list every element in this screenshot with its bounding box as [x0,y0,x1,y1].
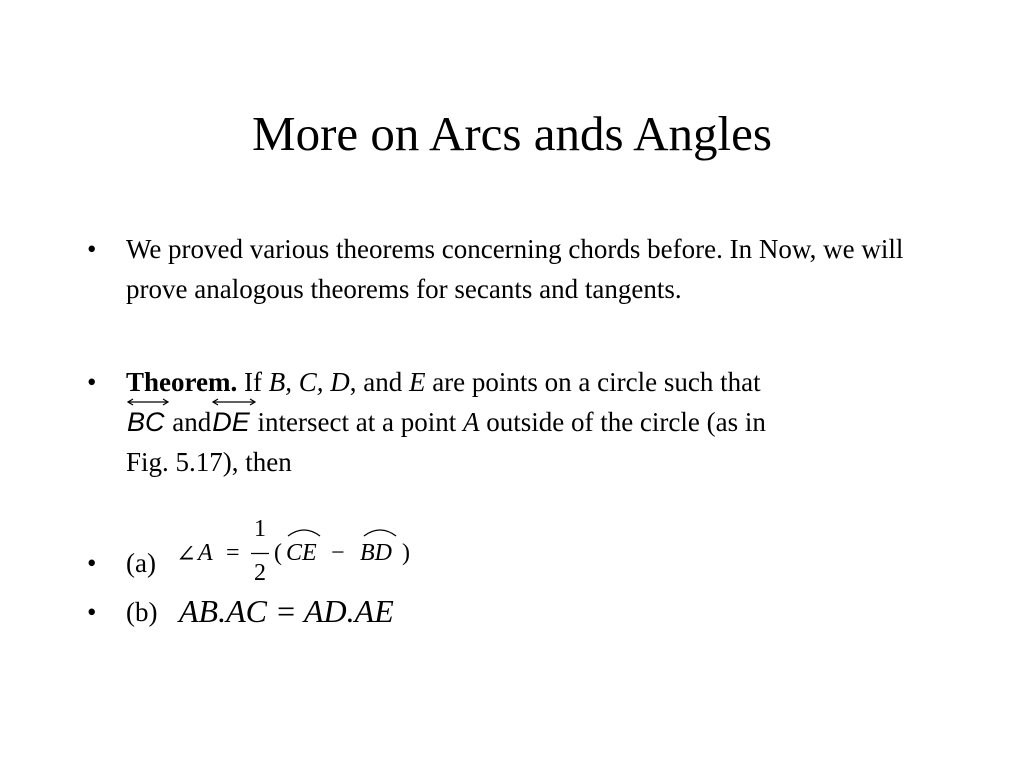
fraction-denominator: 2 [254,560,266,586]
angle-symbol: ∠ [176,542,197,568]
theorem-and: and [172,407,212,437]
formula-angle-a [176,514,436,594]
line-bc-symbol [126,402,166,442]
line-bc-label: BC [127,407,165,437]
theorem-points: B, C, D [268,367,350,397]
arc-bd-label: BD [360,540,392,566]
theorem-text: outside of the circle (as in [479,407,766,437]
theorem-text: , and [349,367,409,397]
fraction-bar [251,552,269,555]
formula-power-of-point: AB.AC = AD.AE [179,593,394,629]
part-a-label: (a) [126,548,156,578]
part-b-label: (b) [126,597,158,627]
theorem-text: If [237,367,269,397]
bullet-marker: • [87,367,97,397]
bullet-marker: • [87,597,97,627]
fraction-numerator: 1 [254,516,266,542]
double-arrow-icon [211,398,257,406]
double-arrow-icon [126,398,170,406]
bullet-marker: • [87,234,97,264]
formula-paren: ) [402,540,410,566]
slide-title: More on Arcs ands Angles [252,106,772,161]
formula-paren: ( [274,540,282,566]
theorem-point-e: E [408,367,426,397]
arc-ce-label: CE [286,540,317,566]
theorem-point-a: A [462,407,480,437]
theorem-line-2 [126,402,946,442]
formula-a-var: A [198,540,213,566]
line-de-label: DE [212,407,250,437]
arc-icon [286,526,322,538]
formula-minus: − [331,540,345,566]
theorem-text: are points on a circle such that [425,367,761,397]
line-de-symbol [211,402,251,442]
formula-equals: = [226,540,240,566]
theorem-label: Theorem. [126,367,238,397]
paragraph-intro: We proved various theorems concerning chords before. In Now, we will prove analogous theorems for secants and tangents. [126,234,904,304]
arc-icon [362,526,398,538]
theorem-text: Fig. 5.17), then [126,447,292,477]
theorem-text: intersect at a point [250,407,463,437]
paragraph-theorem [126,362,946,482]
bullet-marker: • [87,548,97,578]
